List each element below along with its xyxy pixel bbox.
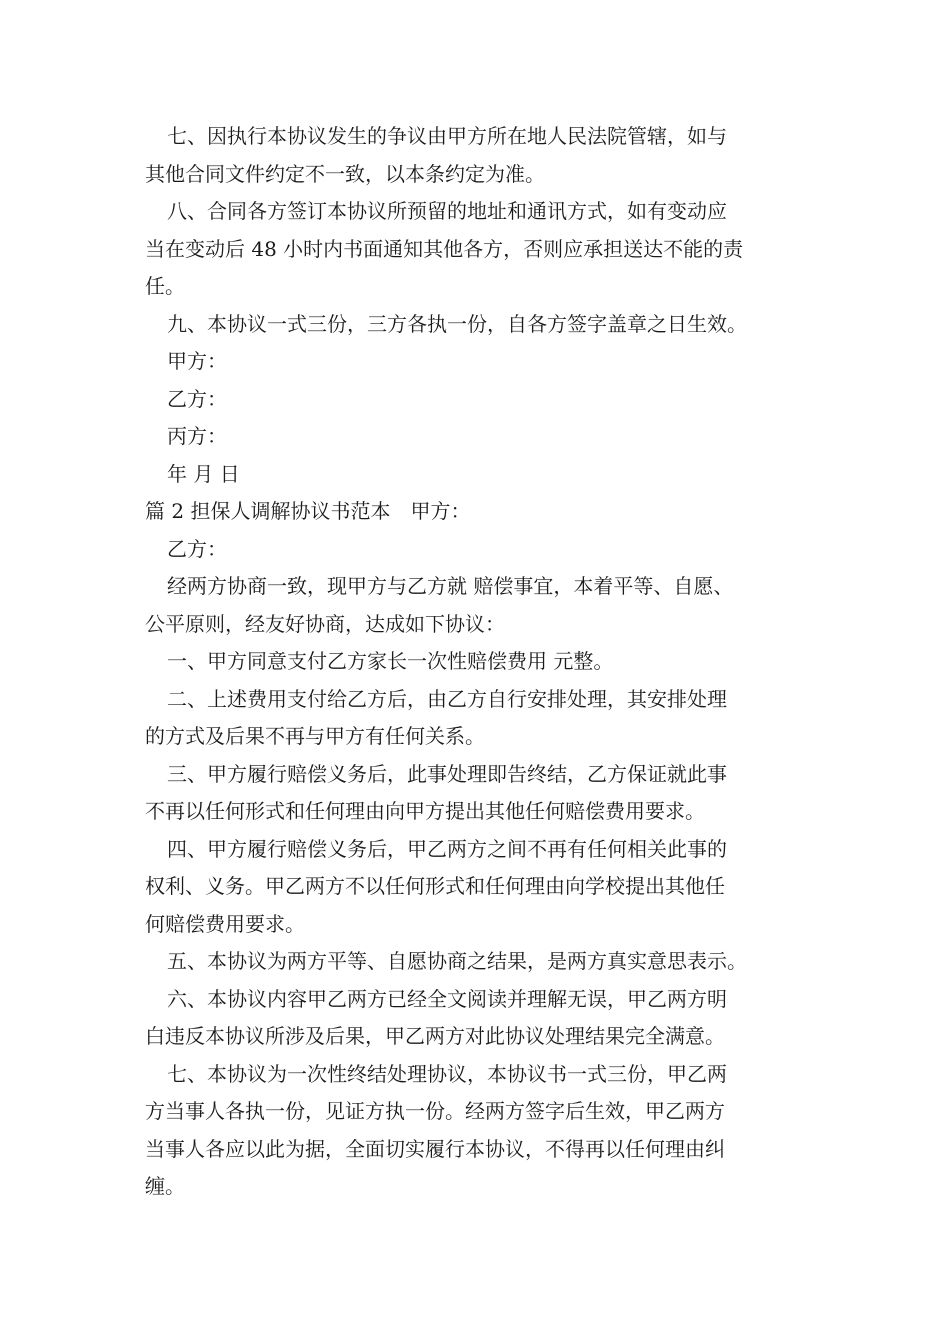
- text-line: 乙方：: [167, 386, 227, 411]
- text-line: 缠。: [145, 1174, 185, 1198]
- text-line: 一、甲方同意支付乙方家长一次性赔偿费用 元整。: [167, 649, 614, 673]
- text-line: 甲方：: [167, 349, 227, 373]
- document-body: [145, 118, 810, 1206]
- text-line: 篇 2 担保人调解协议书范本 甲方：: [145, 499, 471, 523]
- text-line: 丙方：: [167, 424, 227, 448]
- text-line: 二、上述费用支付给乙方后，由乙方自行安排处理，其安排处理: [167, 686, 727, 711]
- text-line: 四、甲方履行赔偿义务后，甲乙两方之间不再有任何相关此事的: [167, 836, 727, 861]
- text-line: 不再以任何形式和任何理由向甲方提出其他任何赔偿费用要求。: [145, 799, 705, 823]
- text-line: 何赔偿费用要求。: [145, 911, 305, 936]
- text-line: 三、甲方履行赔偿义务后，此事处理即告终结，乙方保证就此事: [167, 761, 727, 786]
- text-line: 九、本协议一式三份，三方各执一份，自各方签字盖章之日生效。: [167, 311, 747, 336]
- text-line: 方当事人各执一份，见证方执一份。经两方签字后生效，甲乙两方: [145, 1099, 725, 1123]
- text-line: 七、本协议为一次性终结处理协议，本协议书一式三份，甲乙两: [167, 1061, 727, 1086]
- text-line: 当事人各应以此为据，全面切实履行本协议，不得再以任何理由纠: [145, 1136, 725, 1161]
- text-line: 经两方协商一致，现甲方与乙方就 赔偿事宜，本着平等、自愿、: [167, 574, 734, 598]
- text-line: 乙方：: [167, 536, 227, 561]
- text-line: 权利、义务。甲乙两方不以任何形式和任何理由向学校提出其他任: [145, 874, 725, 898]
- text-line: 当在变动后 48 小时内书面通知其他各方，否则应承担送达不能的责: [145, 236, 744, 261]
- text-line: 公平原则，经友好协商，达成如下协议：: [145, 611, 505, 636]
- text-line: 任。: [145, 274, 185, 298]
- text-line: 其他合同文件约定不一致，以本条约定为准。: [145, 161, 545, 186]
- text-line: 八、合同各方签订本协议所预留的地址和通讯方式，如有变动应: [167, 199, 727, 223]
- text-line: 五、本协议为两方平等、自愿协商之结果，是两方真实意思表示。: [167, 949, 747, 973]
- text-line: 年 月 日: [167, 461, 240, 486]
- text-line: 白违反本协议所涉及后果，甲乙两方对此协议处理结果完全满意。: [145, 1024, 725, 1048]
- text-line: 七、因执行本协议发生的争议由甲方所在地人民法院管辖，如与: [167, 124, 727, 148]
- text-line: 的方式及后果不再与甲方有任何关系。: [145, 724, 485, 748]
- text-line: 六、本协议内容甲乙两方已经全文阅读并理解无误，甲乙两方明: [167, 986, 727, 1011]
